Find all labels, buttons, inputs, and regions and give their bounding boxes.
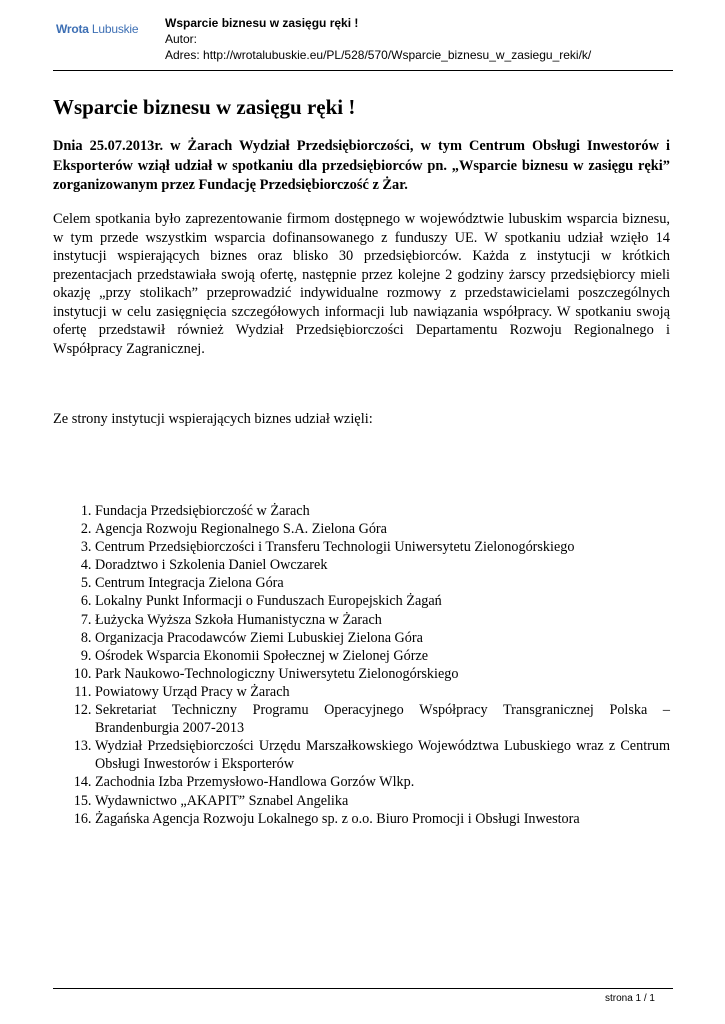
list-item: 11. Powiatowy Urząd Pracy w Żarach [95, 683, 670, 701]
document-meta [165, 15, 591, 63]
list-item: 7. Łużycka Wyższa Szkoła Humanistyczna w Żarach [95, 611, 670, 629]
list-item: 1. Fundacja Przedsiębiorczość w Żarach [95, 502, 670, 520]
list-item: 15. Wydawnictwo „AKAPIT” Sznabel Angelika [95, 792, 670, 810]
article-body: Celem spotkania było zaprezentowanie firmom dostępnego w województwie lubuskim wsparcia biznesu, w tym przede wszystkim wsparcia dofinansowanego z funduszy UE. W spotkaniu udział wzięło 14 instytucji wspierających biznes oraz blisko 30 przedsiębiorców. Każda z instytucji w krótkich prezentacjach przedstawiała swoją ofertę, następnie przez kolejne 2 godziny żarscy przedsiębiorcy mieli okazję „przy stolikach” przeprowadzić indywidualne rozmowy z przedstawicielami poszczególnych instytucji w celu zasięgnięcia szczegółowych informacji lub nawiązania współpracy. W spotkaniu swoją ofertę przedstawił również Wydział Przedsiębiorczości Departamentu Rozwoju Regionalnego i Współpracy Zagranicznej. [53, 211, 670, 357]
list-item: 8. Organizacja Pracodawców Ziemi Lubuskiej Zielona Góra [95, 629, 670, 647]
list-item: 4. Doradztwo i Szkolenia Daniel Owczarek [95, 556, 670, 574]
page-header [0, 0, 725, 70]
footer-divider [53, 988, 673, 989]
logo-text-part2: Lubuskie [91, 22, 139, 36]
article-heading: Wsparcie biznesu w zasięgu ręki ! [53, 95, 356, 119]
list-item: 14. Zachodnia Izba Przemysłowo-Handlowa Gorzów Wlkp. [95, 773, 670, 791]
article-lead: Dnia 25.07.2013r. w Żarach Wydział Przedsiębiorczości, w tym Centrum Obsługi Inwestorów i Eksporterów wziął udział w spotkaniu dla przedsiębiorców pn. „Wsparcie biznesu w zasięgu ręki” zorganizowanym przez Fundację Przedsiębiorczość z Żar. [53, 138, 670, 193]
logo-text-part1: Wrota [56, 22, 89, 36]
list-item: 2. Agencja Rozwoju Regionalnego S.A. Zielona Góra [95, 520, 670, 538]
list-item: 3. Centrum Przedsiębiorczości i Transferu Technologii Uniwersytetu Zielonogórskiego [95, 538, 670, 556]
meta-author: Autor: [165, 32, 198, 46]
list-item: 10. Park Naukowo-Technologiczny Uniwersytetu Zielonogórskiego [95, 665, 670, 683]
list-item: 6. Lokalny Punkt Informacji o Funduszach Europejskich Żagań [95, 592, 670, 610]
list-item: 13. Wydział Przedsiębiorczości Urzędu Marszałkowskiego Województwa Lubuskiego wraz z Centrum Obsługi Inwestorów i Eksporterów [95, 737, 670, 773]
header-divider [53, 70, 673, 71]
list-item: 16. Żagańska Agencja Rozwoju Lokalnego sp. z o.o. Biuro Promocji i Obsługi Inwestora [95, 810, 670, 828]
list-item: 5. Centrum Integracja Zielona Góra [95, 574, 670, 592]
meta-title: Wsparcie biznesu w zasięgu ręki ! [165, 16, 359, 30]
meta-address: Adres: http://wrotalubuskie.eu/PL/528/570/Wsparcie_biznesu_w_zasiegu_reki/k/ [165, 48, 592, 62]
wrota-lubuskie-logo[interactable] [56, 22, 138, 36]
page-number: strona 1 / 1 [604, 993, 655, 1004]
institutions-list [95, 502, 670, 828]
list-item: 9. Ośrodek Wsparcia Ekonomii Społecznej w Zielonej Górze [95, 647, 670, 665]
list-item: 12. Sekretariat Techniczny Programu Operacyjnego Współpracy Transgranicznej Polska – Brandenburgia 2007-2013 [95, 701, 670, 737]
list-intro: Ze strony instytucji wspierających biznes udział wzięli: [53, 411, 373, 427]
